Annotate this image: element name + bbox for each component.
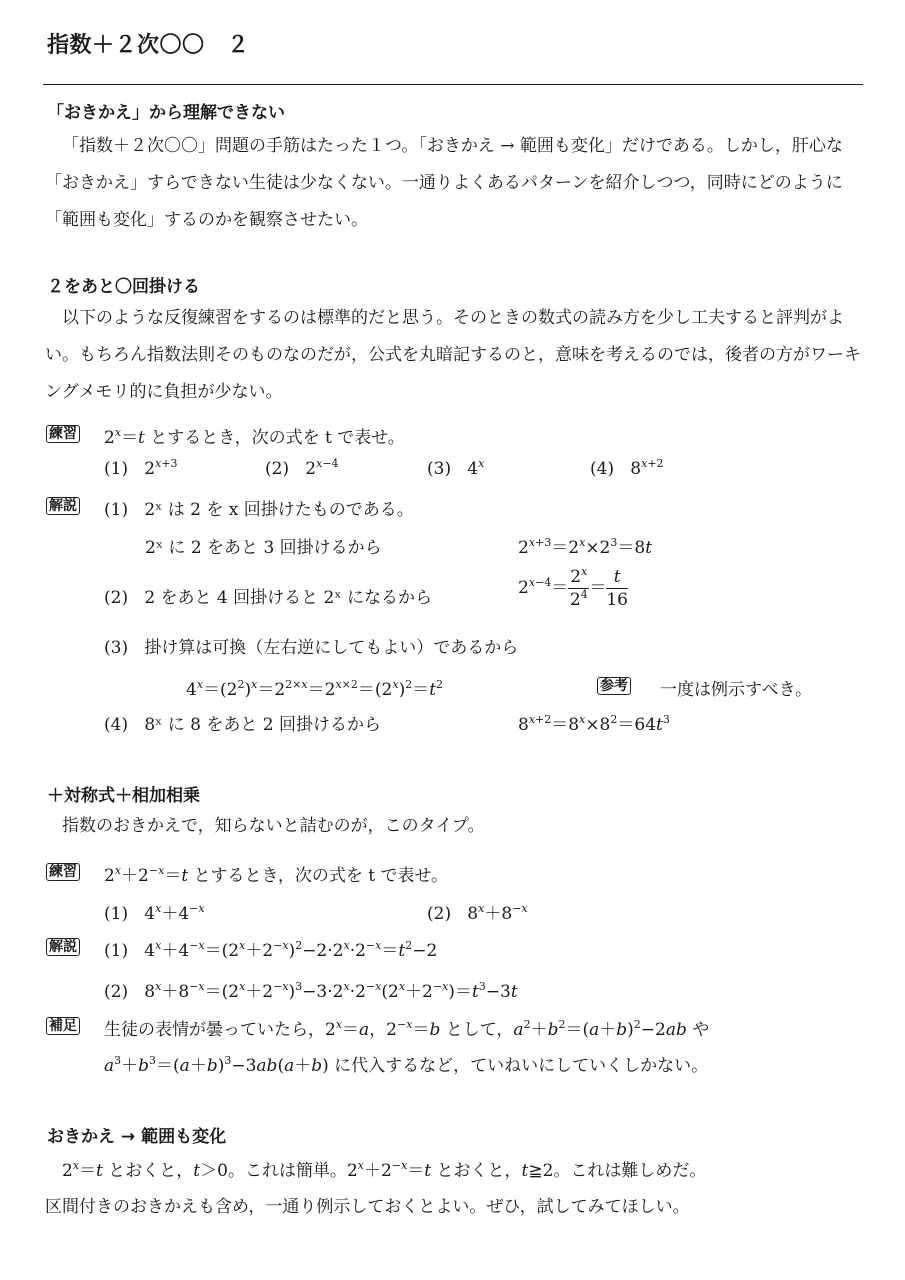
section-heading-range: おきかえ → 範囲も変化 <box>47 1127 227 1147</box>
section-heading-multiply: ２をあと〇回掛ける <box>47 277 200 297</box>
supplement-line1: 生徒の表情が曇っていたら，$2^x=a$，$2^{-x}=b$ として，$a^2+b^2=(a+b)^2-2ab$ や <box>104 1018 710 1040</box>
supplement-line2: $a^3+b^3=(a+b)^3-3ab(a+b)$ に代入するなど，ていねいにしていくしかない。 <box>104 1054 709 1076</box>
solution-2-math: $2^{x-4}=$ $\frac{2^x}{2^4}$ ＝ $\frac{t}{16}$ <box>518 565 628 610</box>
range-line2: 区間付きのおきかえも含め，一通り例示しておくとよい。ぜひ，試してみてほしい。 <box>45 1197 690 1217</box>
exercise-badge: 練習 <box>46 425 80 443</box>
exercise-item-2: (2) $2^{x-4}$ <box>265 457 339 479</box>
section-heading-okikae: 「おきかえ」から理解できない <box>47 103 285 123</box>
solution-badge-2: 解説 <box>46 938 80 956</box>
section-heading-symmetric: ＋対称式＋相加相乗 <box>47 786 200 806</box>
exercise-2-item-2: (2) $8^x+8^{-x}$ <box>427 902 528 924</box>
exercise-2-item-1: (1) $4^x+4^{-x}$ <box>104 902 205 924</box>
solution-1-math: $2^{x+3}=2^x\times 2^3=8t$ <box>518 536 653 558</box>
range-line1: $2^x=t$ とおくと，t＞0。これは簡単。$2^x+2^{-x}=t$ とおくと，t≧2。これは難しめだ。 <box>62 1159 707 1181</box>
exercise-item-1: (1) $2^{x+3}$ <box>104 457 178 479</box>
supplement-badge: 補足 <box>46 1017 80 1035</box>
solution-4-text: (4) 8ˣ に 8 をあと 2 回掛けるから <box>104 715 381 735</box>
solution-2-1: (1) $4^x+4^{-x}=(2^x+2^{-x})^2-2\cdot 2^x\cdot 2^{-x}=t^2-2$ <box>104 939 438 961</box>
exercise-badge-2: 練習 <box>46 863 80 881</box>
exercise-prompt: $2^x=t$ とするとき，次の式を t で表せ。 <box>104 426 405 448</box>
solution-3-text: (3) 掛け算は可換（左右逆にしてもよい）であるから <box>104 638 519 658</box>
section-paragraph-okikae: 「指数＋２次〇〇」問題の手筋はたった１つ。「おきかえ → 範囲も変化」だけである。しかし，肝心な「おきかえ」すらできない生徒は少なくない。一通りよくあるパターンを紹介しつつ，同時にどのように「範囲も変化」するのかを観察させたい。 <box>45 136 843 230</box>
exercise-item-4: (4) $8^{x+2}$ <box>590 457 664 479</box>
solution-badge: 解説 <box>46 497 80 515</box>
reference-note: 一度は例示すべき。 <box>660 680 812 700</box>
solution-1-line2: 2ˣ に 2 をあと 3 回掛けるから <box>145 538 382 558</box>
solution-2-text: (2) 2 をあと 4 回掛けると 2ˣ になるから <box>104 588 432 608</box>
section-paragraph-symmetric: 指数のおきかえで，知らないと詰むのが，このタイプ。 <box>62 816 485 836</box>
solution-4-math: $8^{x+2}=8^x\times 8^2=64t^3$ <box>518 713 670 735</box>
reference-badge: 参考 <box>597 677 631 695</box>
exercise-item-3: (3) 4$^x$ <box>427 457 485 479</box>
solution-2-2: (2) $8^x+8^{-x}=(2^x+2^{-x})^3-3\cdot 2^x\cdot 2^{-x}(2^x+2^{-x})=t^3-3t$ <box>104 980 518 1002</box>
title-divider <box>43 84 863 85</box>
solution-3-math: $4^x=(2^2)^x=2^{2\times x}=2^{x\times 2}=(2^x)^2=t^2$ <box>186 678 444 700</box>
exercise-prompt-2: $2^x+2^{-x}=t$ とするとき，次の式を t で表せ。 <box>104 864 449 886</box>
page-title: 指数＋２次〇〇 ２ <box>47 33 250 58</box>
section-paragraph-multiply: 以下のような反復練習をするのは標準的だと思う。そのときの数式の読み方を少し工夫すると評判がよい。もちろん指数法則そのものなのだが，公式を丸暗記するのと，意味を考えるのでは，後者の方がワーキングメモリ的に負担が少ない。 <box>45 308 861 402</box>
solution-1-line1: (1) 2ˣ は 2 を x 回掛けたものである。 <box>104 500 414 520</box>
